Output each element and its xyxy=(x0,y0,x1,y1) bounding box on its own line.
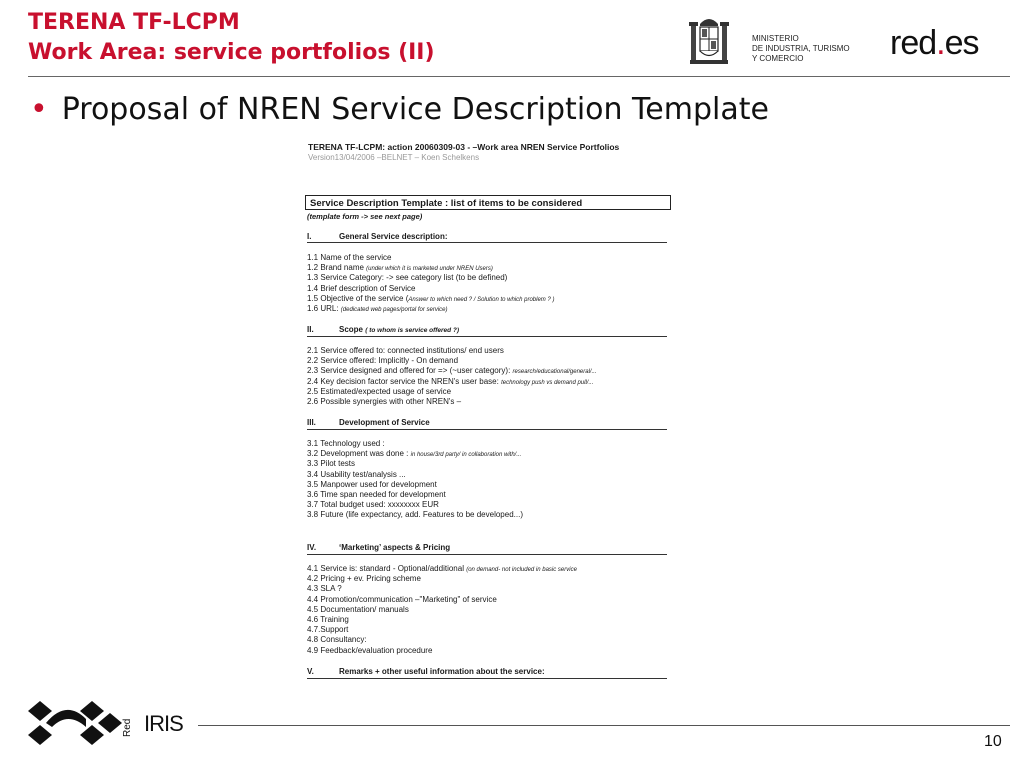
template-item: 4.9 Feedback/evaluation procedure xyxy=(307,645,433,655)
template-item: 2.5 Estimated/expected usage of service xyxy=(307,386,452,396)
template-item: 4.5 Documentation/ manuals xyxy=(307,604,409,614)
template-item: 1.1 Name of the service xyxy=(307,253,392,262)
template-item: 2.3 Service designed and offered for => (~user category): research/educational/general/... xyxy=(307,366,597,376)
red-es-logo: red.es xyxy=(890,24,979,62)
rediris-logo xyxy=(26,697,186,745)
footer-divider xyxy=(198,725,1010,726)
template-item: 1.2 Brand name (under which it is marketed under NREN Users) xyxy=(307,263,493,273)
slide-title-line2: Work Area: service portfolios (II) xyxy=(28,40,435,65)
section-heading: IV. ‘Marketing’ aspects & Pricing xyxy=(307,543,451,552)
template-item: 1.6 URL: (dedicated web pages/portal for service) xyxy=(307,304,448,313)
template-item: 3.7 Total budget used: xxxxxxxx EUR xyxy=(307,500,439,510)
template-item: 3.8 Future (life expectancy, add. Features to be developed...) xyxy=(307,510,523,520)
spain-coat-of-arms-icon xyxy=(688,12,730,68)
section-rule xyxy=(307,678,667,679)
rediris-iris-text: IRIS xyxy=(144,711,183,736)
document-header: TERENA TF-LCPM: action 20060309-03 - –Work area NREN Service Portfolios xyxy=(308,142,620,152)
template-title: Service Description Template : list of items to be considered xyxy=(305,195,671,210)
bullet-text: Proposal of NREN Service Description Template xyxy=(61,92,769,127)
template-item: 4.3 SLA ? xyxy=(307,584,342,594)
template-item: 1.4 Brief description of Service xyxy=(307,283,416,293)
document-version: Version13/04/2006 –BELNET – Koen Schelkens xyxy=(308,153,480,162)
template-item: 3.3 Pilot tests xyxy=(307,459,356,469)
template-item: 2.1 Service offered to: connected institutions/ end users xyxy=(307,346,504,355)
rediris-red-text: Red xyxy=(122,718,133,737)
template-item: 4.2 Pricing + ev. Pricing scheme xyxy=(307,574,421,584)
template-item: 4.6 Training xyxy=(307,615,349,624)
bullet-point xyxy=(30,92,769,127)
template-item: 3.1 Technology used : xyxy=(307,439,385,448)
page-number: 10 xyxy=(984,733,1002,750)
template-item: 4.8 Consultancy: xyxy=(307,635,367,645)
template-item: 3.6 Time span needed for development xyxy=(307,490,446,499)
section-rule xyxy=(307,554,667,555)
template-subnote: (template form -> see next page) xyxy=(307,212,423,221)
section-rule xyxy=(307,429,667,430)
section-rule xyxy=(307,242,667,243)
template-item: 4.1 Service is: standard - Optional/additional (on demand- not included in basic service xyxy=(307,564,577,573)
section-heading: I. General Service description: xyxy=(307,232,448,241)
bullet-dot-icon: • xyxy=(30,92,48,127)
template-item: 4.4 Promotion/communication –"Marketing" of service xyxy=(307,594,497,604)
slide-title xyxy=(28,8,435,68)
template-item: 2.6 Possible synergies with other NREN's – xyxy=(307,397,462,406)
section-heading: III. Development of Service xyxy=(307,418,430,427)
template-item: 4.7.Support xyxy=(307,625,349,635)
section-heading: II. Scope ( to whom is service offered ?) xyxy=(307,325,460,334)
section-heading: V. Remarks + other useful information about the service: xyxy=(307,667,545,676)
template-item: 3.5 Manpower used for development xyxy=(307,479,437,489)
slide-title-line1: TERENA TF-LCPM xyxy=(28,10,240,35)
template-item: 2.4 Key decision factor service the NREN's user base: technology push vs demand pull/... xyxy=(307,376,594,386)
section-rule xyxy=(307,336,667,337)
template-item: 3.4 Usability test/analysis ... xyxy=(307,469,406,479)
template-item: 1.3 Service Category: -> see category list (to be defined) xyxy=(307,273,508,283)
template-item: 1.5 Objective of the service (Answer to which need ? / Solution to which problem ? ) xyxy=(307,293,555,303)
header-divider xyxy=(28,76,1010,77)
template-item: 3.2 Development was done : in house/3rd party/ in collaboration with/... xyxy=(307,449,522,459)
template-item: 2.2 Service offered: Implicitly - On demand xyxy=(307,356,459,366)
ministry-label: MINISTERIO DE INDUSTRIA, TURISMO Y COMERCIO xyxy=(752,34,850,63)
